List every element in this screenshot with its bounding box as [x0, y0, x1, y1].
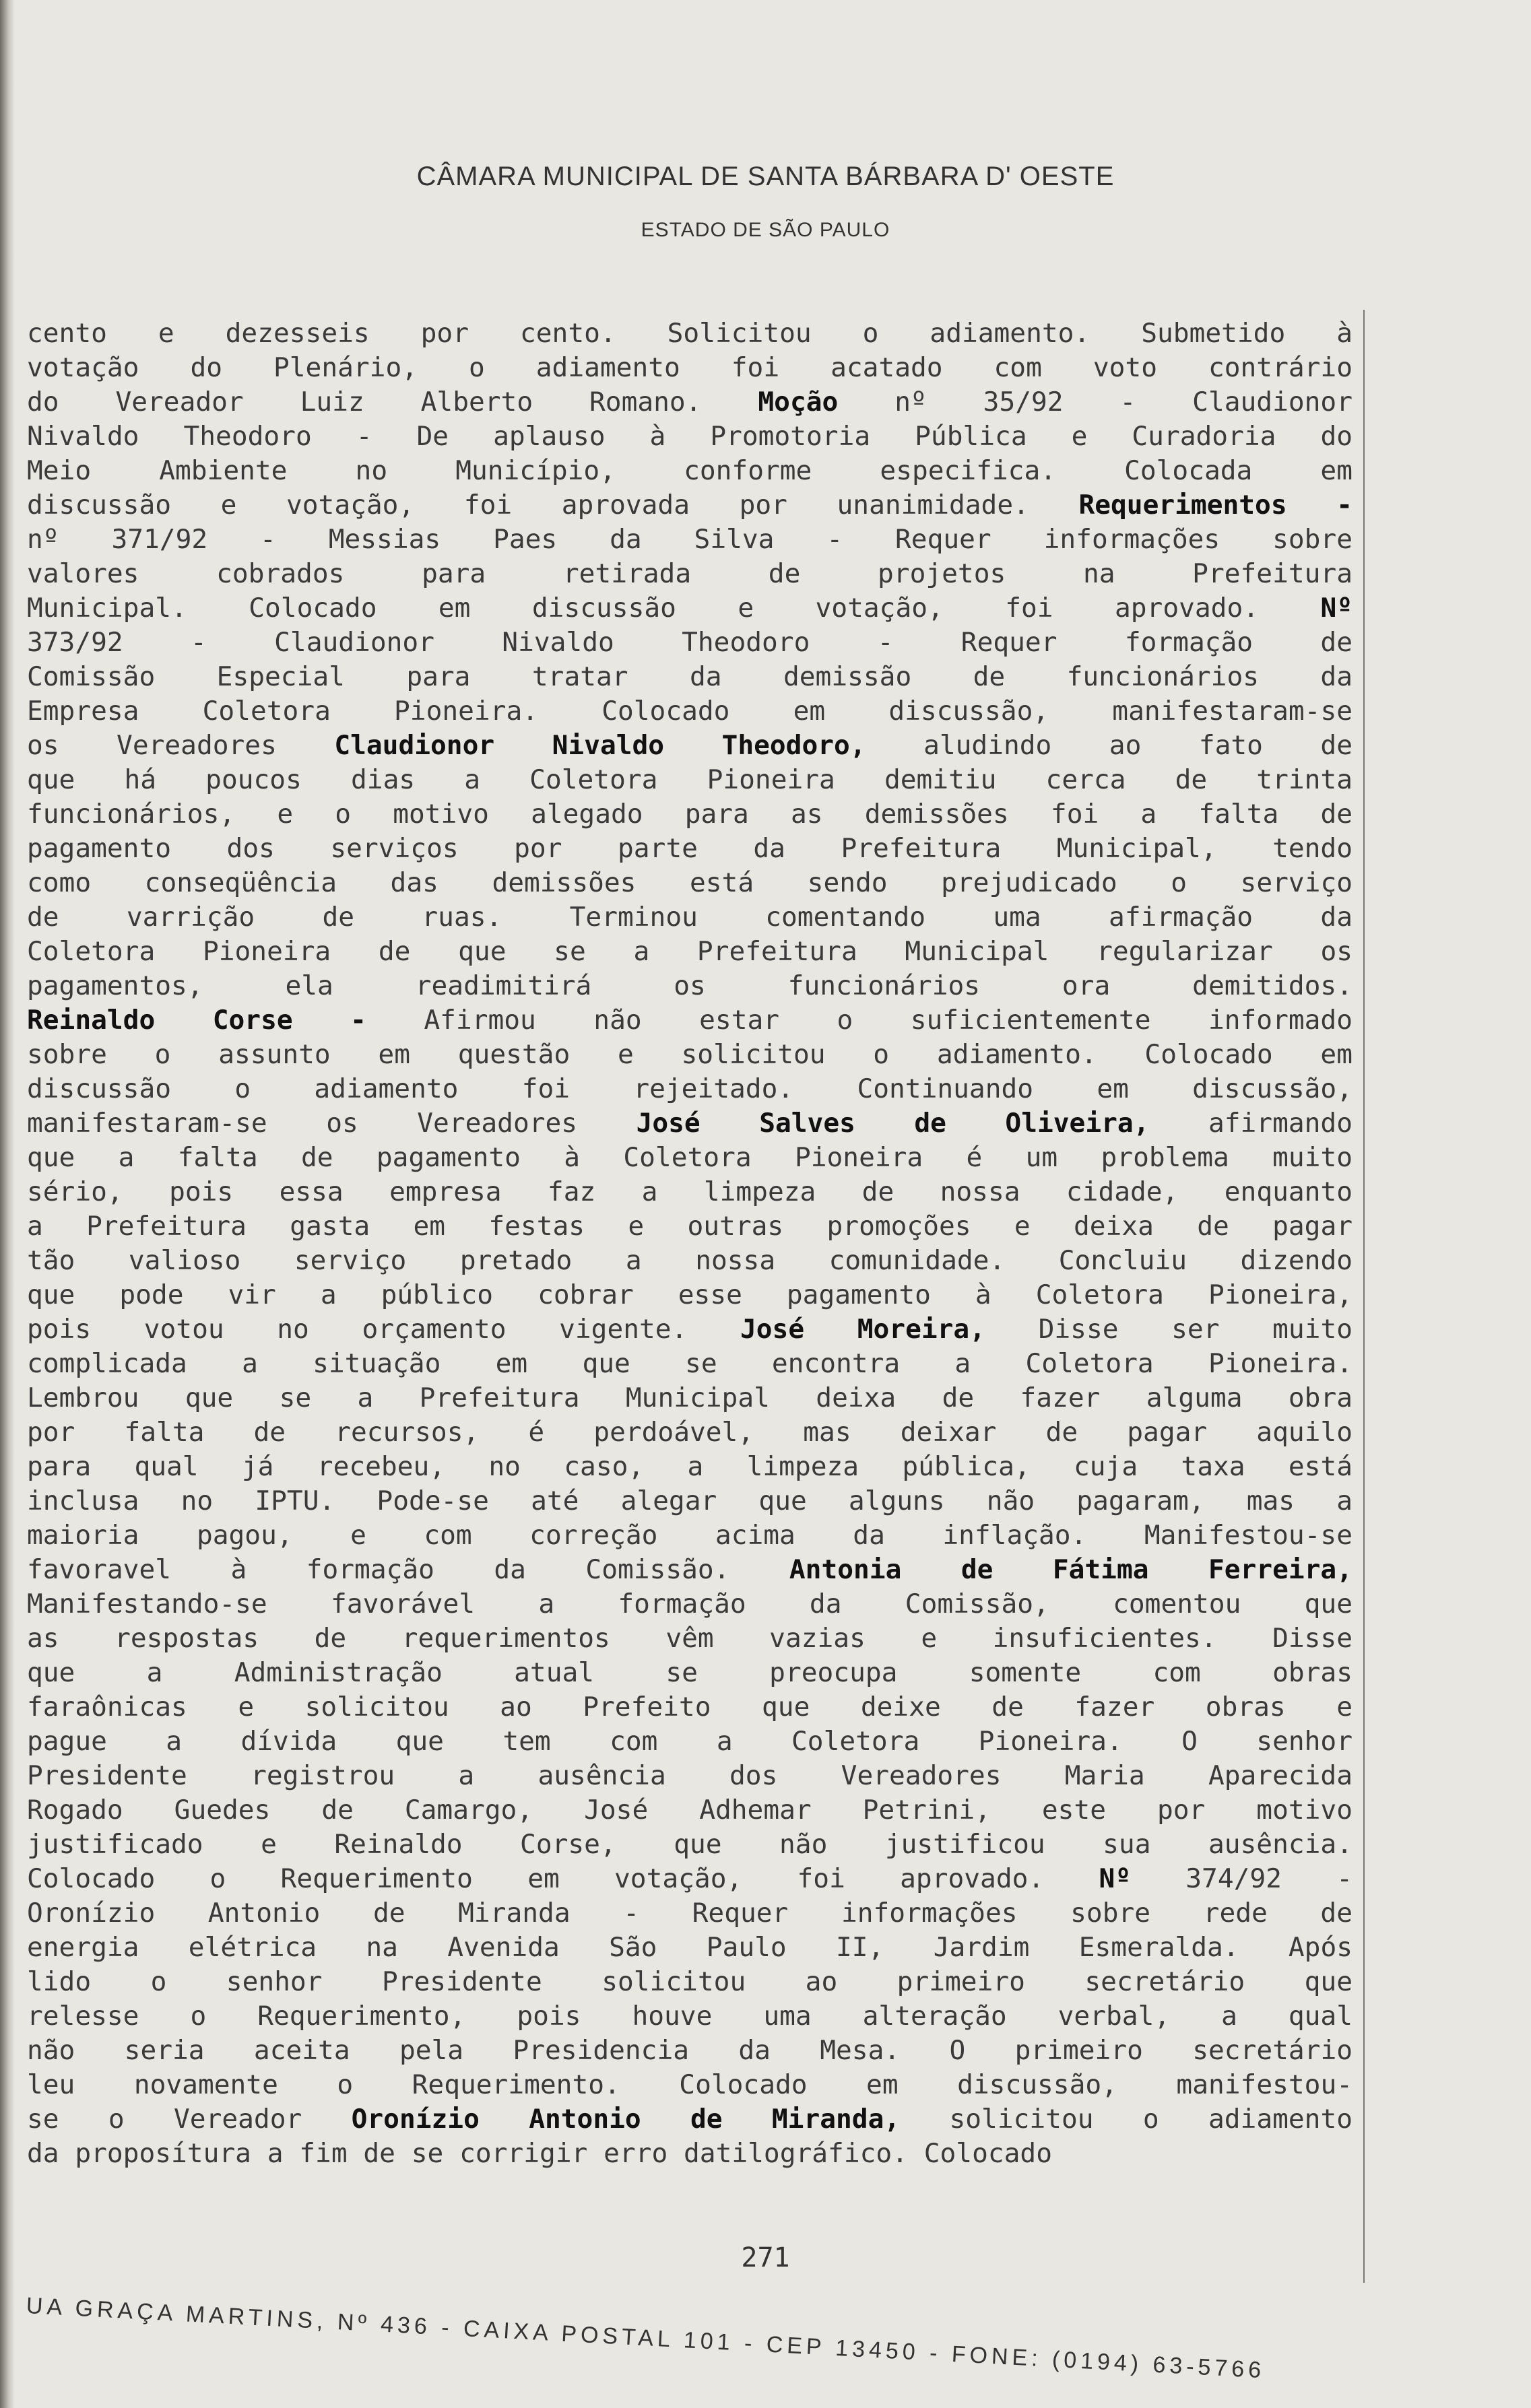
- letterhead-subtitle: ESTADO DE SÃO PAULO: [641, 219, 890, 241]
- text-line: as respostas de requerimentos vêm vazias e insuficientes. Disse: [27, 1623, 1353, 1654]
- text-line: a Prefeitura gasta em festas e outras promoções e deixa de pagar: [27, 1211, 1353, 1242]
- text-line: complicada a situação em que se encontra a Coletora Pioneira.: [27, 1348, 1353, 1379]
- text-line: Rogado Guedes de Camargo, José Adhemar Petrini, este por motivo: [27, 1795, 1353, 1826]
- letterhead-title: CÂMARA MUNICIPAL DE SANTA BÁRBARA D' OESTE: [416, 162, 1115, 191]
- text-line: Colocado o Requerimento em votação, foi aprovado. Nº 374/92 -: [27, 1863, 1353, 1894]
- text-line: energia elétrica na Avenida São Paulo II, Jardim Esmeralda. Após: [27, 1932, 1353, 1963]
- text-line: de varrição de ruas. Terminou comentando uma afirmação da: [27, 902, 1353, 933]
- text-line: Empresa Coletora Pioneira. Colocado em discussão, manifestaram-se: [27, 696, 1353, 727]
- text-line: como conseqüência das demissões está sendo prejudicado o serviço: [27, 867, 1353, 898]
- text-line: Nivaldo Theodoro - De aplauso à Promotoria Pública e Curadoria do: [27, 421, 1353, 452]
- text-line: Municipal. Colocado em discussão e votação, foi aprovado. Nº: [27, 593, 1353, 624]
- text-line: para qual já recebeu, no caso, a limpeza pública, cuja taxa está: [27, 1451, 1353, 1482]
- text-line: Lembrou que se a Prefeitura Municipal deixa de fazer alguma obra: [27, 1382, 1353, 1413]
- minutes-body-text: [27, 316, 1353, 2171]
- text-line: leu novamente o Requerimento. Colocado em discussão, manifestou-: [27, 2069, 1353, 2100]
- text-line: pois votou no orçamento vigente. José Moreira, Disse ser muito: [27, 1314, 1353, 1345]
- text-line: do Vereador Luiz Alberto Romano. Moção nº 35/92 - Claudionor: [27, 387, 1353, 417]
- text-line: valores cobrados para retirada de projetos na Prefeitura: [27, 558, 1353, 589]
- text-line: que a falta de pagamento à Coletora Pioneira é um problema muito: [27, 1142, 1353, 1173]
- footer-address: UA GRAÇA MARTINS, Nº 436 - CAIXA POSTAL 101 - CEP 13450 - FONE: (0194) 63-5766: [26, 2293, 1266, 2384]
- text-line: nº 371/92 - Messias Paes da Silva - Requer informações sobre: [27, 524, 1353, 555]
- text-line: Coletora Pioneira de que se a Prefeitura Municipal regularizar os: [27, 936, 1353, 967]
- scan-page-edge: [0, 0, 15, 2408]
- text-line: manifestaram-se os Vereadores José Salves de Oliveira, afirmando: [27, 1108, 1353, 1139]
- text-line: discussão o adiamento foi rejeitado. Continuando em discussão,: [27, 1073, 1353, 1104]
- text-line: tão valioso serviço pretado a nossa comunidade. Concluiu dizendo: [27, 1245, 1353, 1276]
- text-line: Manifestando-se favorável a formação da Comissão, comentou que: [27, 1588, 1353, 1619]
- text-line: sobre o assunto em questão e solicitou o adiamento. Colocado em: [27, 1039, 1353, 1070]
- text-line: Comissão Especial para tratar da demissão de funcionários da: [27, 661, 1353, 692]
- text-line: pague a dívida que tem com a Coletora Pioneira. O senhor: [27, 1726, 1353, 1757]
- text-line: pagamentos, ela readimitirá os funcionários ora demitidos.: [27, 970, 1353, 1001]
- text-line: sério, pois essa empresa faz a limpeza de nossa cidade, enquanto: [27, 1176, 1353, 1207]
- text-line: Reinaldo Corse - Afirmou não estar o suficientemente informado: [27, 1005, 1353, 1036]
- text-line: funcionários, e o motivo alegado para as demissões foi a falta de: [27, 799, 1353, 830]
- text-line: maioria pagou, e com correção acima da inflação. Manifestou-se: [27, 1520, 1353, 1551]
- text-line: favoravel à formação da Comissão. Antonia de Fátima Ferreira,: [27, 1554, 1353, 1585]
- text-line: justificado e Reinaldo Corse, que não justificou sua ausência.: [27, 1829, 1353, 1860]
- text-line: que a Administração atual se preocupa somente com obras: [27, 1657, 1353, 1688]
- text-line: por falta de recursos, é perdoável, mas deixar de pagar aquilo: [27, 1417, 1353, 1448]
- text-line: os Vereadores Claudionor Nivaldo Theodoro, aludindo ao fato de: [27, 730, 1353, 761]
- text-line: faraônicas e solicitou ao Prefeito que deixe de fazer obras e: [27, 1692, 1353, 1723]
- text-line: inclusa no IPTU. Pode-se até alegar que alguns não pagaram, mas a: [27, 1485, 1353, 1516]
- page-number: 271: [741, 2242, 790, 2273]
- right-margin-rule: [1363, 310, 1365, 2283]
- text-line: Oronízio Antonio de Miranda - Requer informações sobre rede de: [27, 1898, 1353, 1929]
- text-line: da proposítura a fim de se corrigir erro datilográfico. Colocado: [27, 2138, 1052, 2169]
- text-line: Presidente registrou a ausência dos Vereadores Maria Aparecida: [27, 1760, 1353, 1791]
- text-line: lido o senhor Presidente solicitou ao primeiro secretário que: [27, 1966, 1353, 1997]
- text-line: que pode vir a público cobrar esse pagamento à Coletora Pioneira,: [27, 1279, 1353, 1310]
- text-line: relesse o Requerimento, pois houve uma alteração verbal, a qual: [27, 2001, 1353, 2032]
- text-line: 373/92 - Claudionor Nivaldo Theodoro - Requer formação de: [27, 627, 1353, 658]
- text-line: discussão e votação, foi aprovada por unanimidade. Requerimentos -: [27, 490, 1353, 521]
- text-line: que há poucos dias a Coletora Pioneira demitiu cerca de trinta: [27, 764, 1353, 795]
- text-line: cento e dezesseis por cento. Solicitou o adiamento. Submetido à: [27, 318, 1353, 349]
- text-line: não seria aceita pela Presidencia da Mesa. O primeiro secretário: [27, 2035, 1353, 2066]
- text-line: se o Vereador Oronízio Antonio de Miranda, solicitou o adiamento: [27, 2104, 1353, 2135]
- text-line: votação do Plenário, o adiamento foi acatado com voto contrário: [27, 352, 1353, 383]
- text-line: Meio Ambiente no Município, conforme especifica. Colocada em: [27, 455, 1353, 486]
- text-line: pagamento dos serviços por parte da Prefeitura Municipal, tendo: [27, 833, 1353, 864]
